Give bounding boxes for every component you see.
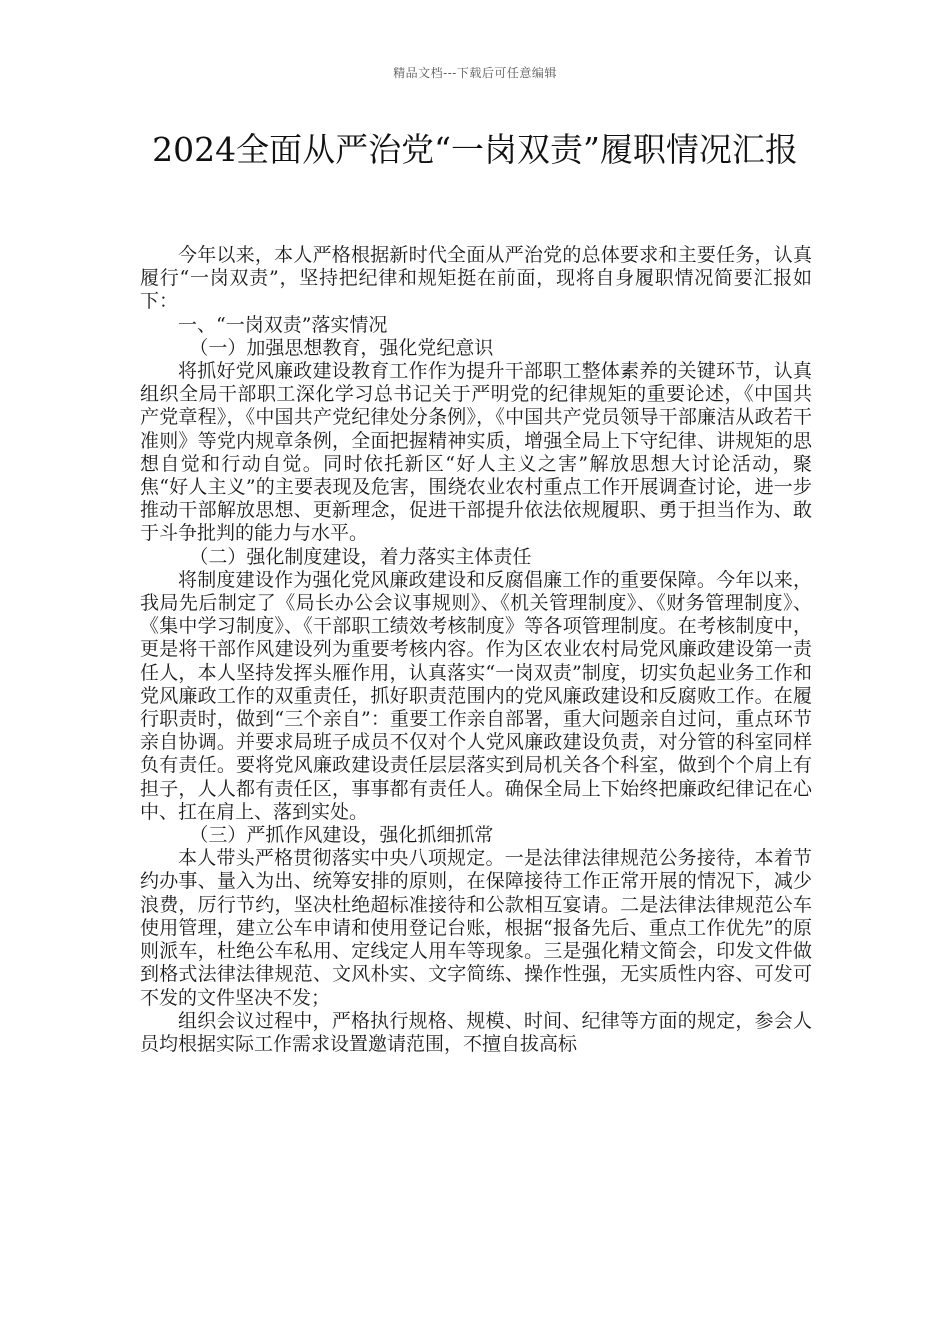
subsection-heading: （一）加强思想教育，强化党纪意识 <box>189 336 494 359</box>
body-paragraph: 组织会议过程中，严格执行规格、规模、时间、纪律等方面的规定，参会人员均根据实际工作需求设置邀请范围，不擅自拔高标 <box>140 1009 812 1055</box>
document-title: 2024全面从严治党“一岗双责”履职情况汇报 <box>152 130 798 169</box>
document-body <box>140 244 812 1056</box>
section-heading: 一、“一岗双责”落实情况 <box>178 313 388 336</box>
header-note: 精品文档---下载后可任意编辑 <box>393 66 557 80</box>
subsection-heading: （二）强化制度建设，着力落实主体责任 <box>189 545 532 568</box>
intro-paragraph: 今年以来，本人严格根据新时代全面从严治党的总体要求和主要任务，认真履行“一岗双责”，坚持把纪律和规矩挺在前面，现将自身履职情况简要汇报如下： <box>140 244 812 313</box>
subsection-heading: （三）严抓作风建设，强化抓细抓常 <box>189 824 494 847</box>
body-paragraph: 将抓好党风廉政建设教育工作作为提升干部职工整体素养的关键环节，认真组织全局干部职工深化学习总书记关于严明党的纪律规矩的重要论述，《中国共产党章程》，《中国共产党纪律处分条例》，《中国共产党员领导干部廉洁从政若干准则》等党内规章条例，全面把握精神实质，增强全局上下守纪律、讲规矩的思想自觉和行动自觉。同时依托新区“好人主义之害”解放思想大讨论活动，聚焦“好人主义”的主要表现及危害，围绕农业农村重点工作开展调查讨论，进一步推动干部解放思想、更新理念，促进干部提升依法依规履职、勇于担当作为、敢于斗争批判的能力与水平。 <box>140 360 812 545</box>
body-paragraph: 本人带头严格贯彻落实中央八项规定。一是法律法律规范公务接待，本着节约办事、量入为出、统筹安排的原则，在保障接待工作正常开展的情况下，减少浪费，厉行节约，坚决杜绝超标准接待和公款相互宴请。二是法律法律规范公车使用管理，建立公车申请和使用登记台账，根据“报备先后、重点工作优先”的原则派车，杜绝公车私用、定线定人用车等现象。三是强化精文简会，印发文件做到格式法律法律规范、文风朴实、文字简练、操作性强，无实质性内容、可发可不发的文件坚决不发； <box>140 847 812 1009</box>
body-paragraph: 将制度建设作为强化党风廉政建设和反腐倡廉工作的重要保障。今年以来，我局先后制定了《局长办公会议事规则》、《机关管理制度》、《财务管理制度》、《集中学习制度》、《干部职工绩效考核制度》等各项管理制度。在考核制度中，更是将干部作风建设列为重要考核内容。作为区农业农村局党风廉政建设第一责任人，本人坚持发挥头雁作用，认真落实“一岗双责”制度，切实负起业务工作和党风廉政工作的双重责任，抓好职责范围内的党风廉政建设和反腐败工作。在履行职责时，做到“三个亲自”：重要工作亲自部署，重大问题亲自过问，重点环节亲自协调。并要求局班子成员不仅对个人党风廉政建设负责，对分管的科室同样负有责任。要将党风廉政建设责任层层落实到局机关各个科室，做到个个肩上有担子，人人都有责任区，事事都有责任人。确保全局上下始终把廉政纪律记在心中、扛在肩上、落到实处。 <box>140 568 812 823</box>
